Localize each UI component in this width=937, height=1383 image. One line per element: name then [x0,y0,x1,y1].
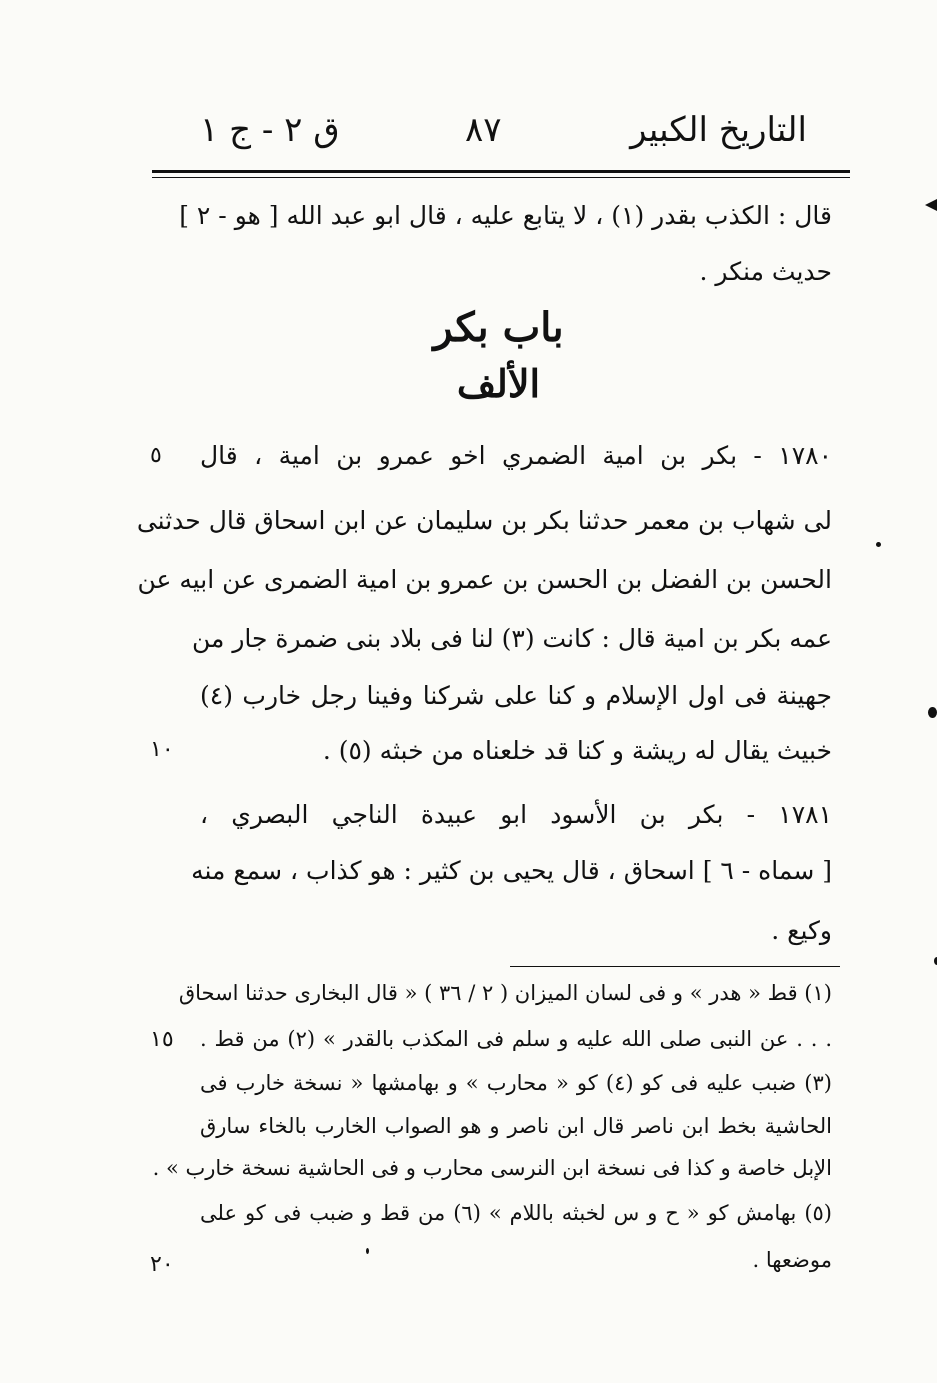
line-number: ١٠ [150,737,174,762]
footnote-rule [510,966,840,967]
entry-line: ١٧٨٠ - بكر بن امية الضمري اخو عمرو بن امية ، قال [200,441,832,470]
footnote-line: الإبل خاصة و كذا فى نسخة ابن النرسى محارب و فى الحاشية نسخة خارب » . [152,1156,832,1180]
footnote-line: (٣) ضبب عليه فى كو (٤) كو « محارب » و بهامشها « نسخة خارب فى [200,1071,832,1095]
footnote-line: الحاشية بخط ابن ناصر قال ابن ناصر و هو الصواب الخارب بالخاء سارق [200,1114,832,1138]
margin-marker-icon [925,199,937,211]
entry-line: [ سماه - ٦ ] اسحاق ، قال يحيى بن كثير : هو كذاب ، سمع منه [191,856,832,885]
ink-speck [366,1248,369,1254]
line-number: ٢٠ [150,1252,174,1277]
line-number: ١٥ [150,1027,174,1052]
entry-line: لى شهاب بن معمر حدثنا بكر بن سليمان عن ابن اسحاق قال حدثنى [136,506,832,535]
intro-line: قال : الكذب بقدر (١) ، لا يتابع عليه ، قال ابو عبد الله [ هو - ٢ ] [179,201,832,230]
chapter-heading: باب بكر [433,304,564,351]
line-number: ٥ [150,443,162,468]
entry-line: وكيع . [771,916,832,945]
page-number: ٨٧ [465,110,502,150]
entry-line: جهينة فى اول الإسلام و كنا على شركنا وفينا رجل خارب (٤) [200,681,832,710]
section-heading: الألف [456,361,541,406]
header-rule-thick [152,170,850,173]
footnote-line: (١) قط « هدر » و فى لسان الميزان ( ٢ / ٣٦ ) « قال البخارى حدثنا اسحاق [178,981,832,1005]
footnote-line: (٥) بهامش كو « ح و س لخبثه باللام » (٦) من قط و ضبب فى كو على [200,1201,832,1225]
entry-line: ١٧٨١ - بكر بن الأسود ابو عبيدة الناجي البصري ، [200,800,832,829]
volume-reference: ق ٢ - ج ١ [200,110,340,150]
entry-line: الحسن بن الفضل بن الحسن بن عمرو بن امية الضمرى عن ابيه عن [137,565,832,594]
entry-line: خبيث يقال له ريشة و كنا قد خلعناه من خبثه (٥) . [322,736,832,765]
footnote-line: موضعها . [752,1248,832,1272]
entry-line: عمه بكر بن امية قال : كانت (٣) لنا فى بلاد بنى ضمرة جار من [191,624,832,653]
footnote-line: . . . عن النبى صلى الله عليه و سلم فى المكذب بالقدر » (٢) من قط . [200,1027,832,1051]
margin-dot [928,707,937,718]
intro-line: حديث منكر . [699,257,832,286]
running-title: التاريخ الكبير [630,110,807,150]
header-rule-thin [152,177,850,178]
ink-speck [876,542,881,547]
